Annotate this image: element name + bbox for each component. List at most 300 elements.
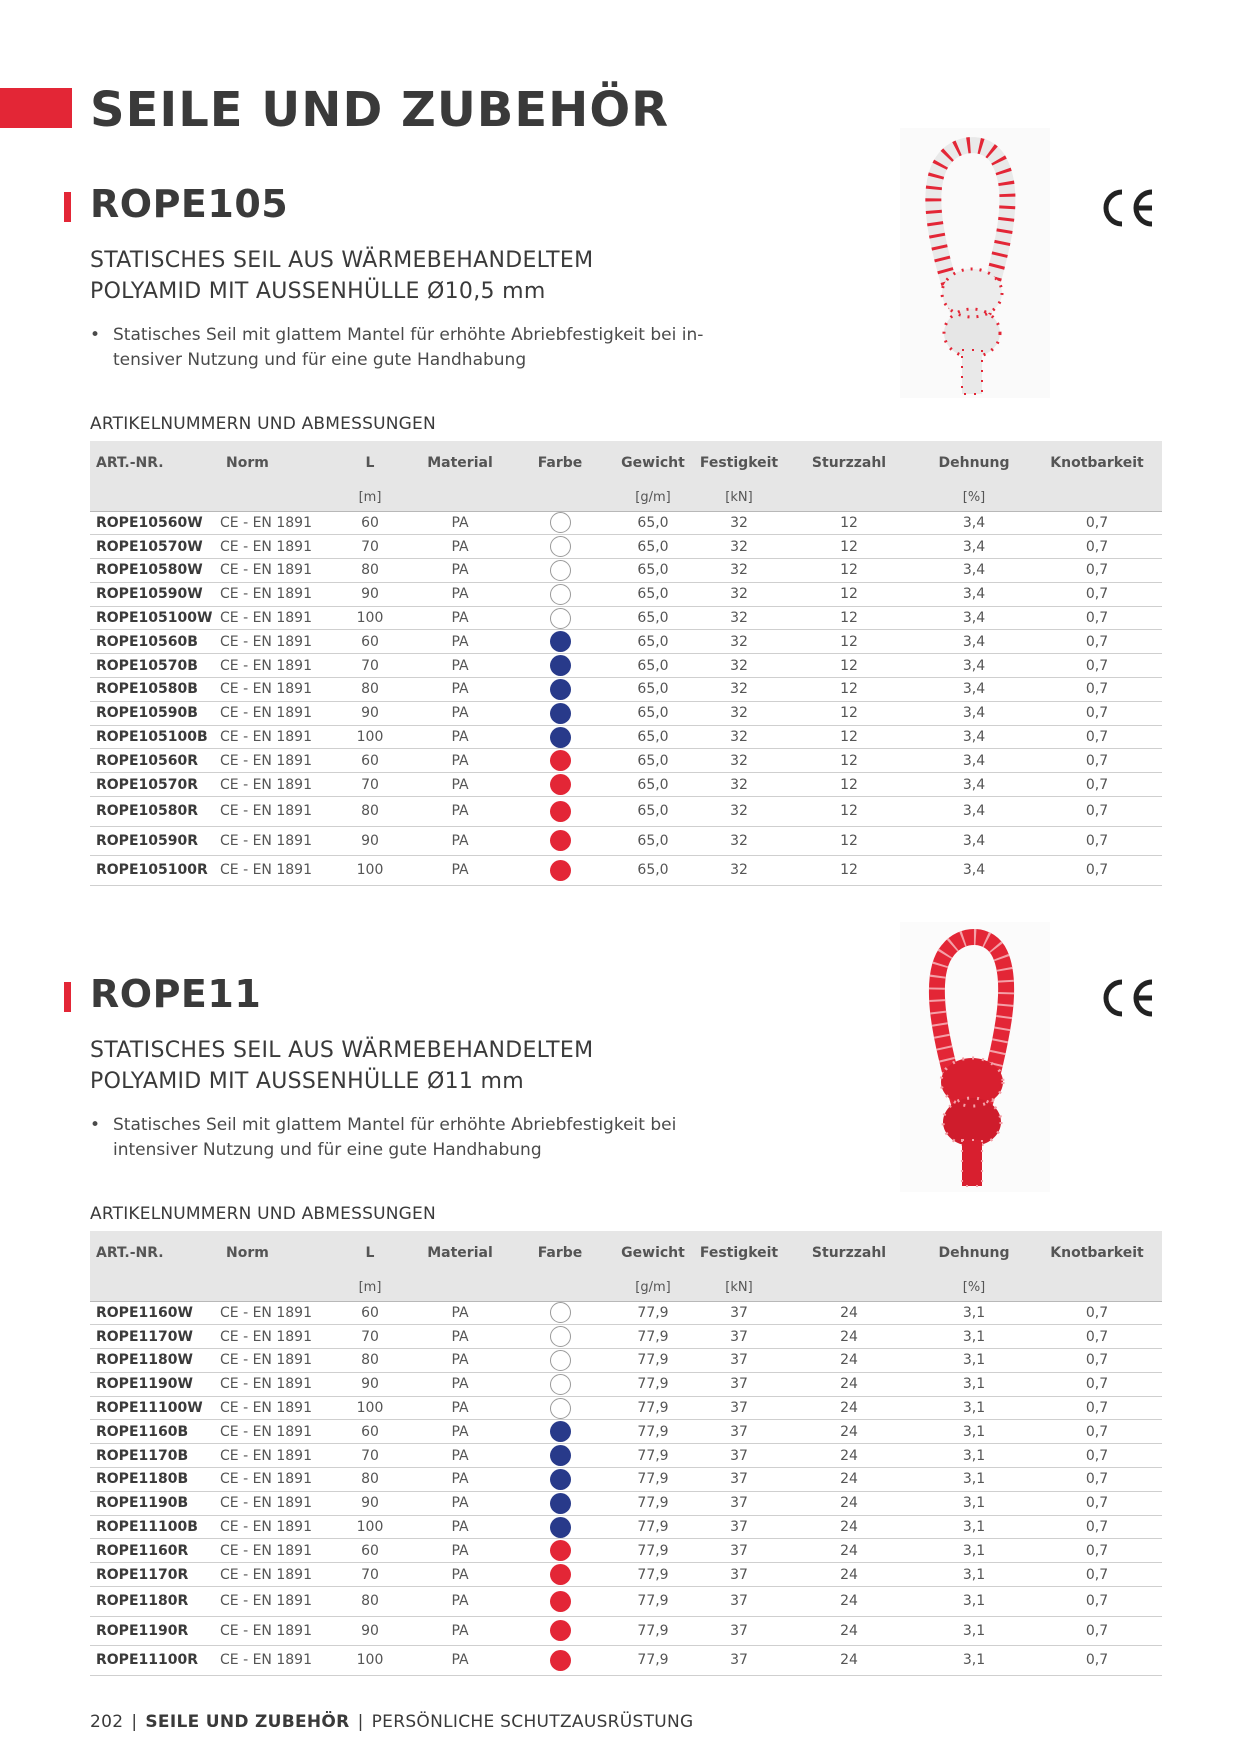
cell-knotability: 0,7 <box>1032 773 1162 797</box>
cell-color <box>510 749 610 773</box>
cell-knotability: 0,7 <box>1032 1444 1162 1468</box>
color-swatch-blue-icon <box>550 1469 571 1490</box>
bullet-dot-icon: • <box>90 1115 101 1135</box>
table-row <box>90 1444 1162 1468</box>
col-header-falls: Sturzzahl <box>811 455 887 471</box>
unit-cell <box>90 485 220 511</box>
cell-elongation: 3,4 <box>916 535 1032 559</box>
cell-norm: CE - EN 1891 <box>220 1325 330 1349</box>
cell-weight: 65,0 <box>610 535 696 559</box>
cell-art-number: ROPE10570W <box>90 535 220 559</box>
cell-weight: 65,0 <box>610 678 696 702</box>
cell-falls: 24 <box>782 1396 916 1420</box>
cell-falls: 24 <box>782 1349 916 1373</box>
cell-weight: 77,9 <box>610 1587 696 1617</box>
product-bullet <box>90 1113 730 1163</box>
table-row <box>90 1396 1162 1420</box>
cell-norm: CE - EN 1891 <box>220 826 330 856</box>
cell-elongation: 3,1 <box>916 1420 1032 1444</box>
cell-norm: CE - EN 1891 <box>220 1444 330 1468</box>
cell-material: PA <box>410 1563 510 1587</box>
cell-norm: CE - EN 1891 <box>220 725 330 749</box>
cell-strength: 32 <box>696 749 782 773</box>
cell-weight: 65,0 <box>610 725 696 749</box>
cell-art-number: ROPE11100W <box>90 1396 220 1420</box>
cell-strength: 32 <box>696 582 782 606</box>
cell-art-number: ROPE10560W <box>90 511 220 535</box>
page-footer <box>90 1712 694 1732</box>
cell-strength: 37 <box>696 1563 782 1587</box>
product-subtitle-line2: POLYAMID MIT AUSSENHÜLLE Ø11 mm <box>90 1069 524 1094</box>
cell-length: 100 <box>330 606 410 630</box>
unit-cell <box>510 1275 610 1301</box>
cell-length: 80 <box>330 797 410 827</box>
cell-norm: CE - EN 1891 <box>220 1563 330 1587</box>
unit-cell <box>510 485 610 511</box>
color-swatch-white-icon <box>550 1374 571 1395</box>
cell-weight: 65,0 <box>610 749 696 773</box>
cell-elongation: 3,4 <box>916 797 1032 827</box>
cell-knotability: 0,7 <box>1032 749 1162 773</box>
cell-length: 70 <box>330 773 410 797</box>
cell-weight: 65,0 <box>610 630 696 654</box>
cell-color <box>510 511 610 535</box>
cell-knotability: 0,7 <box>1032 511 1162 535</box>
cell-knotability: 0,7 <box>1032 1539 1162 1563</box>
cell-falls: 24 <box>782 1325 916 1349</box>
cell-knotability: 0,7 <box>1032 856 1162 886</box>
cell-length: 60 <box>330 1539 410 1563</box>
cell-art-number: ROPE1170B <box>90 1444 220 1468</box>
cell-strength: 32 <box>696 535 782 559</box>
cell-color <box>510 1563 610 1587</box>
cell-art-number: ROPE1180B <box>90 1468 220 1492</box>
table-row <box>90 1616 1162 1646</box>
cell-color <box>510 1515 610 1539</box>
table-row <box>90 773 1162 797</box>
table-row <box>90 630 1162 654</box>
footer-section: SEILE UND ZUBEHÖR <box>145 1712 350 1732</box>
cell-elongation: 3,1 <box>916 1468 1032 1492</box>
cell-knotability: 0,7 <box>1032 1420 1162 1444</box>
cell-material: PA <box>410 535 510 559</box>
cell-knotability: 0,7 <box>1032 701 1162 725</box>
cell-norm: CE - EN 1891 <box>220 701 330 725</box>
cell-elongation: 3,4 <box>916 511 1032 535</box>
table-header-row <box>90 1231 1162 1275</box>
cell-color <box>510 1396 610 1420</box>
header-accent-bar <box>0 88 72 128</box>
color-swatch-white-icon <box>550 512 571 533</box>
color-swatch-red-icon <box>550 801 571 822</box>
cell-elongation: 3,1 <box>916 1301 1032 1325</box>
cell-strength: 37 <box>696 1515 782 1539</box>
product-bullet-text: Statisches Seil mit glattem Mantel für erhöhte Abriebfestigkeit bei intensiver Nutzung und für eine gute Handhabung <box>113 1115 677 1160</box>
cell-knotability: 0,7 <box>1032 1616 1162 1646</box>
unit-cell <box>1032 485 1162 511</box>
cell-strength: 32 <box>696 773 782 797</box>
col-header-length: L <box>365 1245 375 1261</box>
table-row <box>90 1301 1162 1325</box>
cell-strength: 32 <box>696 701 782 725</box>
cell-material: PA <box>410 1349 510 1373</box>
color-swatch-white-icon <box>550 1398 571 1419</box>
table-row <box>90 856 1162 886</box>
cell-elongation: 3,4 <box>916 701 1032 725</box>
cell-weight: 77,9 <box>610 1372 696 1396</box>
cell-length: 70 <box>330 1563 410 1587</box>
cell-art-number: ROPE10590R <box>90 826 220 856</box>
color-swatch-blue-icon <box>550 1445 571 1466</box>
cell-length: 70 <box>330 654 410 678</box>
cell-color <box>510 826 610 856</box>
footer-separator: | <box>357 1712 364 1732</box>
cell-falls: 24 <box>782 1301 916 1325</box>
cell-art-number: ROPE1160B <box>90 1420 220 1444</box>
col-header-norm: Norm <box>226 455 269 471</box>
unit-cell: [g/m] <box>610 485 696 511</box>
cell-color <box>510 1587 610 1617</box>
cell-falls: 12 <box>782 535 916 559</box>
cell-norm: CE - EN 1891 <box>220 630 330 654</box>
cell-falls: 24 <box>782 1616 916 1646</box>
table-body <box>90 1301 1162 1675</box>
section-label: ARTIKELNUMMERN UND ABMESSUNGEN <box>90 414 436 434</box>
product-title: ROPE105 <box>90 182 289 226</box>
cell-elongation: 3,4 <box>916 582 1032 606</box>
footer-separator: | <box>131 1712 138 1732</box>
cell-strength: 37 <box>696 1468 782 1492</box>
cell-strength: 37 <box>696 1420 782 1444</box>
cell-knotability: 0,7 <box>1032 797 1162 827</box>
cell-art-number: ROPE10560B <box>90 630 220 654</box>
cell-strength: 32 <box>696 725 782 749</box>
cell-length: 80 <box>330 1468 410 1492</box>
cell-weight: 77,9 <box>610 1325 696 1349</box>
cell-weight: 65,0 <box>610 856 696 886</box>
cell-weight: 65,0 <box>610 826 696 856</box>
cell-elongation: 3,4 <box>916 678 1032 702</box>
cell-art-number: ROPE1170R <box>90 1563 220 1587</box>
table-row <box>90 1515 1162 1539</box>
cell-elongation: 3,1 <box>916 1515 1032 1539</box>
cell-material: PA <box>410 678 510 702</box>
cell-strength: 37 <box>696 1325 782 1349</box>
cell-strength: 37 <box>696 1539 782 1563</box>
cell-knotability: 0,7 <box>1032 1349 1162 1373</box>
table-row <box>90 826 1162 856</box>
cell-length: 100 <box>330 856 410 886</box>
cell-knotability: 0,7 <box>1032 1563 1162 1587</box>
cell-elongation: 3,4 <box>916 606 1032 630</box>
table-row <box>90 1587 1162 1617</box>
cell-weight: 77,9 <box>610 1539 696 1563</box>
cell-norm: CE - EN 1891 <box>220 535 330 559</box>
col-header-elongation: Dehnung <box>938 1245 1010 1261</box>
cell-norm: CE - EN 1891 <box>220 1349 330 1373</box>
cell-length: 70 <box>330 1325 410 1349</box>
cell-art-number: ROPE10590B <box>90 701 220 725</box>
cell-falls: 12 <box>782 630 916 654</box>
cell-strength: 37 <box>696 1396 782 1420</box>
product-subtitle-line1: STATISCHES SEIL AUS WÄRMEBEHANDELTEM <box>90 248 594 273</box>
cell-elongation: 3,4 <box>916 630 1032 654</box>
cell-material: PA <box>410 1396 510 1420</box>
cell-material: PA <box>410 725 510 749</box>
col-header-material: Material <box>427 1245 493 1261</box>
color-swatch-blue-icon <box>550 727 571 748</box>
cell-art-number: ROPE1160R <box>90 1539 220 1563</box>
cell-falls: 12 <box>782 511 916 535</box>
table-row <box>90 1646 1162 1676</box>
cell-weight: 65,0 <box>610 559 696 583</box>
cell-falls: 12 <box>782 582 916 606</box>
cell-falls: 12 <box>782 678 916 702</box>
cell-length: 60 <box>330 749 410 773</box>
col-header-length: L <box>365 455 375 471</box>
cell-material: PA <box>410 826 510 856</box>
table-row <box>90 1539 1162 1563</box>
cell-knotability: 0,7 <box>1032 826 1162 856</box>
cell-material: PA <box>410 511 510 535</box>
color-swatch-red-icon <box>550 774 571 795</box>
unit-cell <box>220 485 330 511</box>
table-row <box>90 535 1162 559</box>
unit-cell: [%] <box>916 485 1032 511</box>
product-subtitle-line2: POLYAMID MIT AUSSENHÜLLE Ø10,5 mm <box>90 279 546 304</box>
cell-knotability: 0,7 <box>1032 725 1162 749</box>
cell-norm: CE - EN 1891 <box>220 1468 330 1492</box>
product-subtitle-line1: STATISCHES SEIL AUS WÄRMEBEHANDELTEM <box>90 1038 594 1063</box>
cell-strength: 32 <box>696 606 782 630</box>
cell-strength: 37 <box>696 1646 782 1676</box>
table-row <box>90 1491 1162 1515</box>
cell-color <box>510 1349 610 1373</box>
cell-norm: CE - EN 1891 <box>220 1515 330 1539</box>
cell-weight: 77,9 <box>610 1646 696 1676</box>
color-swatch-blue-icon <box>550 1517 571 1538</box>
cell-length: 70 <box>330 1444 410 1468</box>
cell-norm: CE - EN 1891 <box>220 1491 330 1515</box>
cell-elongation: 3,4 <box>916 826 1032 856</box>
table-row <box>90 1372 1162 1396</box>
cell-art-number: ROPE105100R <box>90 856 220 886</box>
cell-art-number: ROPE1180R <box>90 1587 220 1617</box>
cell-elongation: 3,1 <box>916 1325 1032 1349</box>
cell-falls: 12 <box>782 749 916 773</box>
cell-length: 90 <box>330 582 410 606</box>
cell-art-number: ROPE1190B <box>90 1491 220 1515</box>
cell-art-number: ROPE1170W <box>90 1325 220 1349</box>
table-row <box>90 1325 1162 1349</box>
cell-elongation: 3,4 <box>916 773 1032 797</box>
cell-falls: 12 <box>782 701 916 725</box>
cell-color <box>510 1646 610 1676</box>
col-header-weight: Gewicht <box>621 1245 685 1261</box>
cell-norm: CE - EN 1891 <box>220 1301 330 1325</box>
cell-color <box>510 773 610 797</box>
cell-material: PA <box>410 582 510 606</box>
cell-knotability: 0,7 <box>1032 1491 1162 1515</box>
cell-length: 60 <box>330 630 410 654</box>
cell-knotability: 0,7 <box>1032 1587 1162 1617</box>
cell-length: 100 <box>330 1515 410 1539</box>
cell-strength: 37 <box>696 1349 782 1373</box>
cell-color <box>510 797 610 827</box>
cell-norm: CE - EN 1891 <box>220 678 330 702</box>
cell-norm: CE - EN 1891 <box>220 773 330 797</box>
color-swatch-red-icon <box>550 830 571 851</box>
cell-art-number: ROPE1180W <box>90 1349 220 1373</box>
color-swatch-red-icon <box>550 1591 571 1612</box>
unit-cell <box>220 1275 330 1301</box>
cell-elongation: 3,4 <box>916 559 1032 583</box>
unit-cell: [g/m] <box>610 1275 696 1301</box>
col-header-knotability: Knotbarkeit <box>1050 1245 1144 1261</box>
cell-color <box>510 582 610 606</box>
cell-material: PA <box>410 1587 510 1617</box>
cell-norm: CE - EN 1891 <box>220 654 330 678</box>
cell-material: PA <box>410 797 510 827</box>
cell-norm: CE - EN 1891 <box>220 511 330 535</box>
cell-art-number: ROPE105100W <box>90 606 220 630</box>
cell-strength: 32 <box>696 856 782 886</box>
cell-norm: CE - EN 1891 <box>220 856 330 886</box>
color-swatch-blue-icon <box>550 703 571 724</box>
cell-falls: 12 <box>782 559 916 583</box>
cell-elongation: 3,4 <box>916 856 1032 886</box>
cell-strength: 37 <box>696 1444 782 1468</box>
cell-art-number: ROPE10580R <box>90 797 220 827</box>
cell-falls: 24 <box>782 1539 916 1563</box>
cell-falls: 24 <box>782 1420 916 1444</box>
bullet-dot-icon: • <box>90 325 101 345</box>
col-header-color: Farbe <box>537 1245 583 1261</box>
cell-material: PA <box>410 1301 510 1325</box>
cell-weight: 77,9 <box>610 1468 696 1492</box>
cell-elongation: 3,1 <box>916 1444 1032 1468</box>
cell-strength: 37 <box>696 1491 782 1515</box>
col-header-strength: Festigkeit <box>699 455 779 471</box>
cell-weight: 77,9 <box>610 1616 696 1646</box>
cell-color <box>510 856 610 886</box>
cell-length: 90 <box>330 1372 410 1396</box>
unit-cell <box>782 485 916 511</box>
color-swatch-white-icon <box>550 1302 571 1323</box>
color-swatch-red-icon <box>550 750 571 771</box>
unit-cell: [m] <box>330 485 410 511</box>
cell-art-number: ROPE10580W <box>90 559 220 583</box>
table-row <box>90 797 1162 827</box>
unit-cell: [kN] <box>696 485 782 511</box>
cell-norm: CE - EN 1891 <box>220 606 330 630</box>
cell-material: PA <box>410 701 510 725</box>
cell-art-number: ROPE1160W <box>90 1301 220 1325</box>
cell-material: PA <box>410 1468 510 1492</box>
color-swatch-blue-icon <box>550 1421 571 1442</box>
cell-knotability: 0,7 <box>1032 1468 1162 1492</box>
color-swatch-red-icon <box>550 1540 571 1561</box>
cell-knotability: 0,7 <box>1032 1646 1162 1676</box>
color-swatch-red-icon <box>550 1564 571 1585</box>
cell-elongation: 3,1 <box>916 1349 1032 1373</box>
cell-color <box>510 678 610 702</box>
cell-art-number: ROPE11100R <box>90 1646 220 1676</box>
cell-color <box>510 701 610 725</box>
col-header-color: Farbe <box>537 455 583 471</box>
color-swatch-blue-icon <box>550 679 571 700</box>
cell-falls: 12 <box>782 773 916 797</box>
cell-weight: 77,9 <box>610 1420 696 1444</box>
product-title: ROPE11 <box>90 972 262 1016</box>
cell-length: 90 <box>330 1491 410 1515</box>
cell-length: 60 <box>330 1301 410 1325</box>
cell-elongation: 3,4 <box>916 749 1032 773</box>
col-header-falls: Sturzzahl <box>811 1245 887 1261</box>
unit-cell <box>410 1275 510 1301</box>
color-swatch-red-icon <box>550 1620 571 1641</box>
color-swatch-red-icon <box>550 860 571 881</box>
cell-material: PA <box>410 1491 510 1515</box>
cell-norm: CE - EN 1891 <box>220 1616 330 1646</box>
cell-falls: 12 <box>782 826 916 856</box>
cell-length: 100 <box>330 725 410 749</box>
cell-color <box>510 1491 610 1515</box>
cell-knotability: 0,7 <box>1032 630 1162 654</box>
cell-color <box>510 1420 610 1444</box>
page-title: SEILE UND ZUBEHÖR <box>90 82 670 138</box>
cell-weight: 65,0 <box>610 701 696 725</box>
cell-weight: 77,9 <box>610 1349 696 1373</box>
cell-color <box>510 725 610 749</box>
cell-length: 90 <box>330 701 410 725</box>
cell-color <box>510 654 610 678</box>
ce-mark-icon <box>1098 976 1158 1020</box>
cell-elongation: 3,1 <box>916 1539 1032 1563</box>
cell-elongation: 3,1 <box>916 1396 1032 1420</box>
cell-elongation: 3,1 <box>916 1646 1032 1676</box>
cell-material: PA <box>410 749 510 773</box>
cell-length: 80 <box>330 1587 410 1617</box>
color-swatch-white-icon <box>550 560 571 581</box>
cell-strength: 32 <box>696 678 782 702</box>
color-swatch-white-icon <box>550 536 571 557</box>
cell-falls: 24 <box>782 1563 916 1587</box>
ce-mark-icon <box>1098 186 1158 230</box>
cell-norm: CE - EN 1891 <box>220 1396 330 1420</box>
cell-strength: 37 <box>696 1587 782 1617</box>
color-swatch-white-icon <box>550 608 571 629</box>
cell-material: PA <box>410 856 510 886</box>
color-swatch-white-icon <box>550 1350 571 1371</box>
col-header-knotability: Knotbarkeit <box>1050 455 1144 471</box>
cell-elongation: 3,1 <box>916 1491 1032 1515</box>
cell-material: PA <box>410 1372 510 1396</box>
cell-knotability: 0,7 <box>1032 559 1162 583</box>
cell-strength: 32 <box>696 630 782 654</box>
cell-art-number: ROPE10570R <box>90 773 220 797</box>
cell-elongation: 3,1 <box>916 1563 1032 1587</box>
cell-art-number: ROPE1190W <box>90 1372 220 1396</box>
cell-elongation: 3,4 <box>916 725 1032 749</box>
cell-weight: 77,9 <box>610 1563 696 1587</box>
cell-length: 100 <box>330 1396 410 1420</box>
cell-material: PA <box>410 654 510 678</box>
table-body <box>90 511 1162 885</box>
cell-color <box>510 1616 610 1646</box>
cell-strength: 32 <box>696 511 782 535</box>
cell-material: PA <box>410 1420 510 1444</box>
